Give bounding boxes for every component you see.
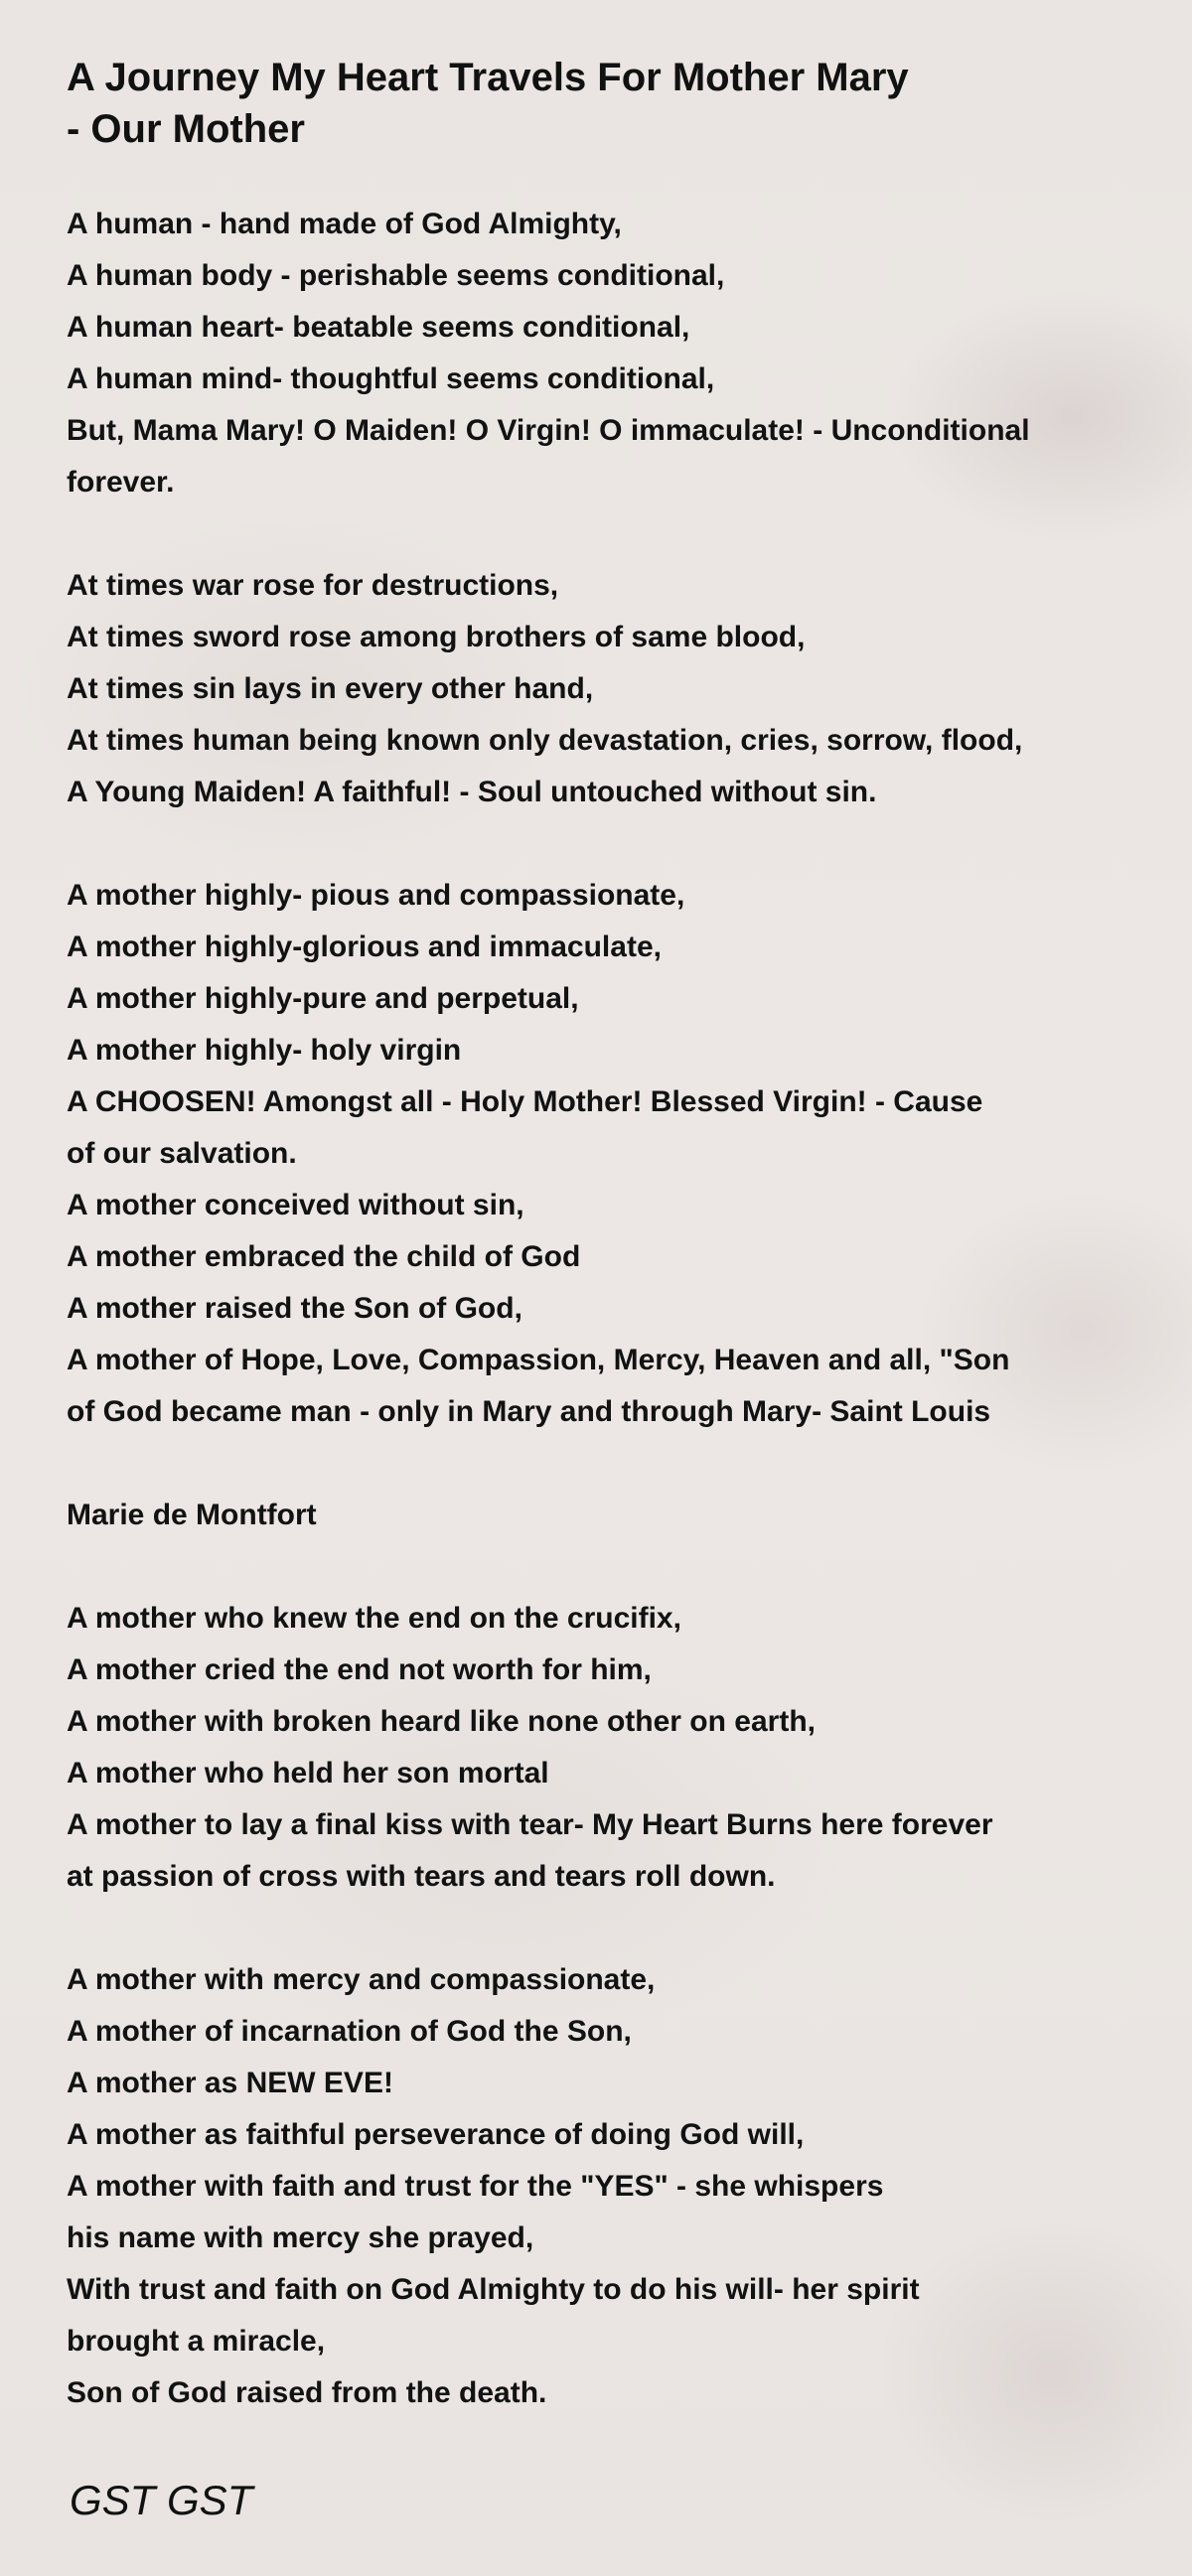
poem-line: But, Mama Mary! O Maiden! O Virgin! O immaculate! - Unconditional: [67, 414, 1030, 447]
poem-line: brought a miracle,: [67, 2325, 326, 2358]
poem-line: A mother of Hope, Love, Compassion, Mercy, Heaven and all, "Son: [67, 1344, 1010, 1376]
poem-line: A mother who held her son mortal: [67, 1757, 549, 1789]
poem-line: With trust and faith on God Almighty to do his will- her spirit: [67, 2273, 920, 2306]
poem-line: A mother as NEW EVE!: [67, 2067, 393, 2099]
poem-stanza: [67, 1490, 1139, 1541]
poem-stanza: [67, 199, 1139, 508]
poem-line: forever.: [67, 466, 175, 499]
poem-line: A CHOOSEN! Amongst all - Holy Mother! Blessed Virgin! - Cause: [67, 1085, 983, 1118]
poem-line: A mother conceived without sin,: [67, 1189, 524, 1221]
poem-line: A mother as faithful perseverance of doing God will,: [67, 2118, 805, 2151]
poem-line: At times sword rose among brothers of same blood,: [67, 621, 806, 653]
poem-line: at passion of cross with tears and tears roll down.: [67, 1860, 776, 1893]
poem-stanza: [67, 1954, 1139, 2419]
poem-body: [67, 199, 1139, 2419]
poem-line: A mother who knew the end on the crucifix,: [67, 1602, 681, 1635]
poem-line: A mother highly-pure and perpetual,: [67, 982, 579, 1015]
poem-line: A human mind- thoughtful seems conditional,: [67, 362, 715, 395]
poem-line: A mother with mercy and compassionate,: [67, 1963, 656, 1996]
stanza-gap: [67, 1903, 1139, 1954]
poem-line: his name with mercy she prayed,: [67, 2221, 534, 2254]
poem-line: At times sin lays in every other hand,: [67, 672, 594, 705]
poem-line: A mother of incarnation of God the Son,: [67, 2015, 632, 2048]
poem-title-line: - Our Mother: [67, 107, 305, 151]
poem-author: GST GST: [70, 2477, 253, 2523]
poem-line: A human heart- beatable seems conditional,: [67, 311, 690, 344]
poem-line: At times human being known only devastation, cries, sorrow, flood,: [67, 724, 1023, 757]
stanza-gap: [67, 1541, 1139, 1593]
poem-line: of God became man - only in Mary and through Mary- Saint Louis: [67, 1395, 991, 1428]
poem-line: Son of God raised from the death.: [67, 2376, 547, 2409]
poem-stanza: [67, 1593, 1139, 1903]
poem-line: A human body - perishable seems conditional,: [67, 259, 725, 292]
poem-title: [67, 52, 1060, 155]
poem-line: A mother highly- pious and compassionate,: [67, 879, 685, 912]
poem-line: A mother embraced the child of God: [67, 1240, 581, 1273]
poem-line: A mother with faith and trust for the "YES" - she whispers: [67, 2170, 884, 2203]
poem-line: A human - hand made of God Almighty,: [67, 208, 622, 240]
poem-line: A mother highly- holy virgin: [67, 1034, 462, 1067]
poem-line: A mother with broken heard like none other on earth,: [67, 1705, 816, 1738]
poem-stanza: [67, 560, 1139, 818]
poem-line: A mother raised the Son of God,: [67, 1292, 522, 1325]
poem-title-line: A Journey My Heart Travels For Mother Mary: [67, 56, 909, 99]
poem-stanza: [67, 870, 1139, 1438]
poem-line: A mother to lay a final kiss with tear- My Heart Burns here forever: [67, 1808, 993, 1841]
poem-line: A mother highly-glorious and immaculate,: [67, 930, 662, 963]
poem-line: Marie de Montfort: [67, 1499, 317, 1531]
poem-line: At times war rose for destructions,: [67, 569, 559, 602]
stanza-gap: [67, 1438, 1139, 1490]
poem-line: of our salvation.: [67, 1137, 297, 1170]
poem-line: A Young Maiden! A faithful! - Soul untouched without sin.: [67, 776, 877, 808]
poem-line: A mother cried the end not worth for him,: [67, 1653, 652, 1686]
stanza-gap: [67, 818, 1139, 870]
stanza-gap: [67, 508, 1139, 560]
